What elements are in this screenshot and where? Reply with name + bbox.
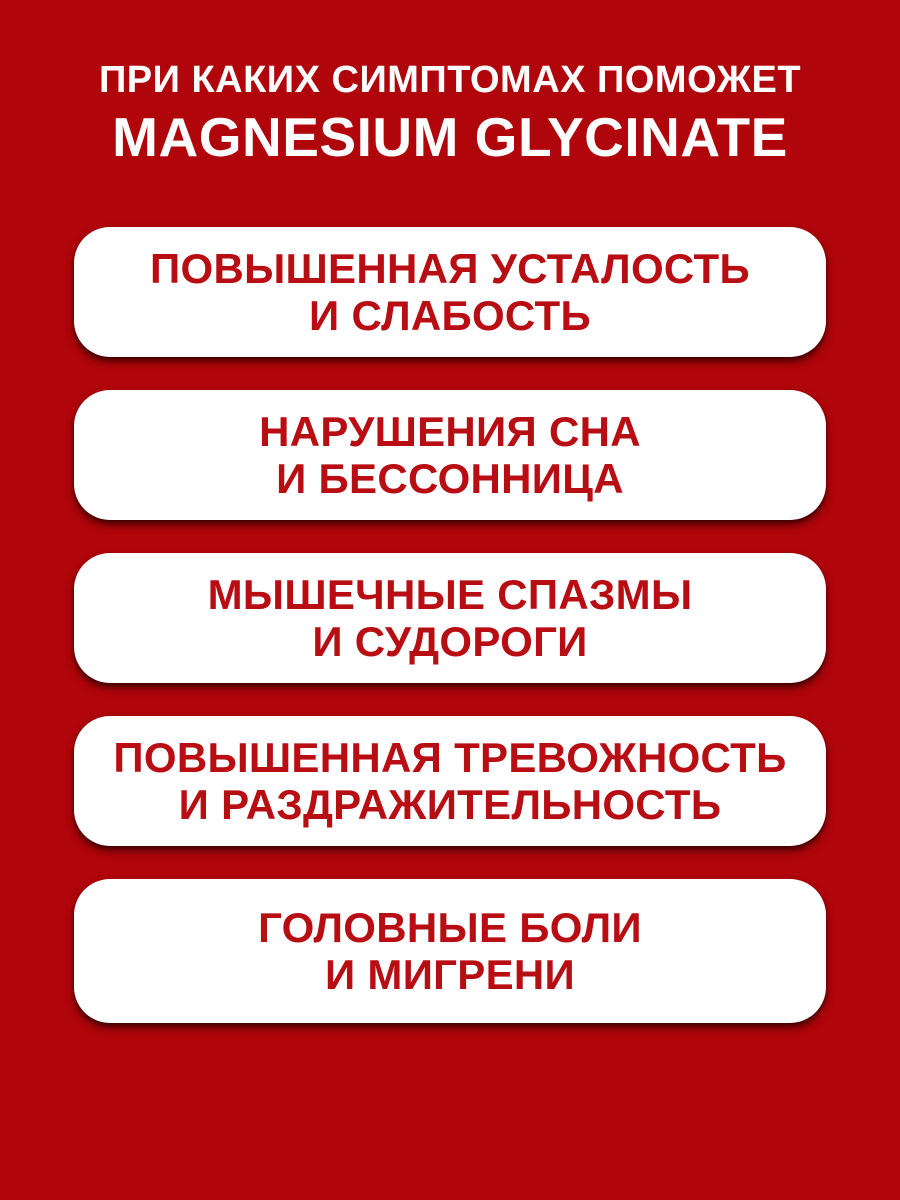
page-title	[0, 58, 900, 170]
symptom-text-line: И СУДОРОГИ	[312, 617, 588, 665]
symptom-card-fatigue	[74, 227, 826, 357]
symptom-text-line: И БЕССОННИЦА	[276, 454, 624, 502]
symptom-text-line: ПОВЫШЕННАЯ ТРЕВОЖНОСТЬ	[113, 733, 787, 781]
symptom-text-line: ПОВЫШЕННАЯ УСТАЛОСТЬ	[150, 244, 750, 292]
title-product-name: MAGNESIUM GLYCINATE	[112, 105, 788, 168]
symptom-text-line: И СЛАБОСТЬ	[309, 291, 591, 339]
symptom-text-line: И РАЗДРАЖИТЕЛЬНОСТЬ	[178, 780, 722, 828]
symptom-text-line: И МИГРЕНИ	[324, 950, 576, 998]
symptom-text-line: НАРУШЕНИЯ СНА	[259, 407, 641, 455]
symptom-card-sleep	[74, 390, 826, 520]
symptom-card-spasms	[74, 553, 826, 683]
symptom-text-line: МЫШЕЧНЫЕ СПАЗМЫ	[207, 570, 693, 618]
symptom-card-anxiety	[74, 716, 826, 846]
symptom-text-line: ГОЛОВНЫЕ БОЛИ	[258, 903, 642, 951]
title-question-line: ПРИ КАКИХ СИМПТОМАХ ПОМОЖЕТ	[98, 59, 802, 101]
symptom-card-headaches	[74, 879, 826, 1023]
symptom-card-list	[0, 227, 900, 1023]
